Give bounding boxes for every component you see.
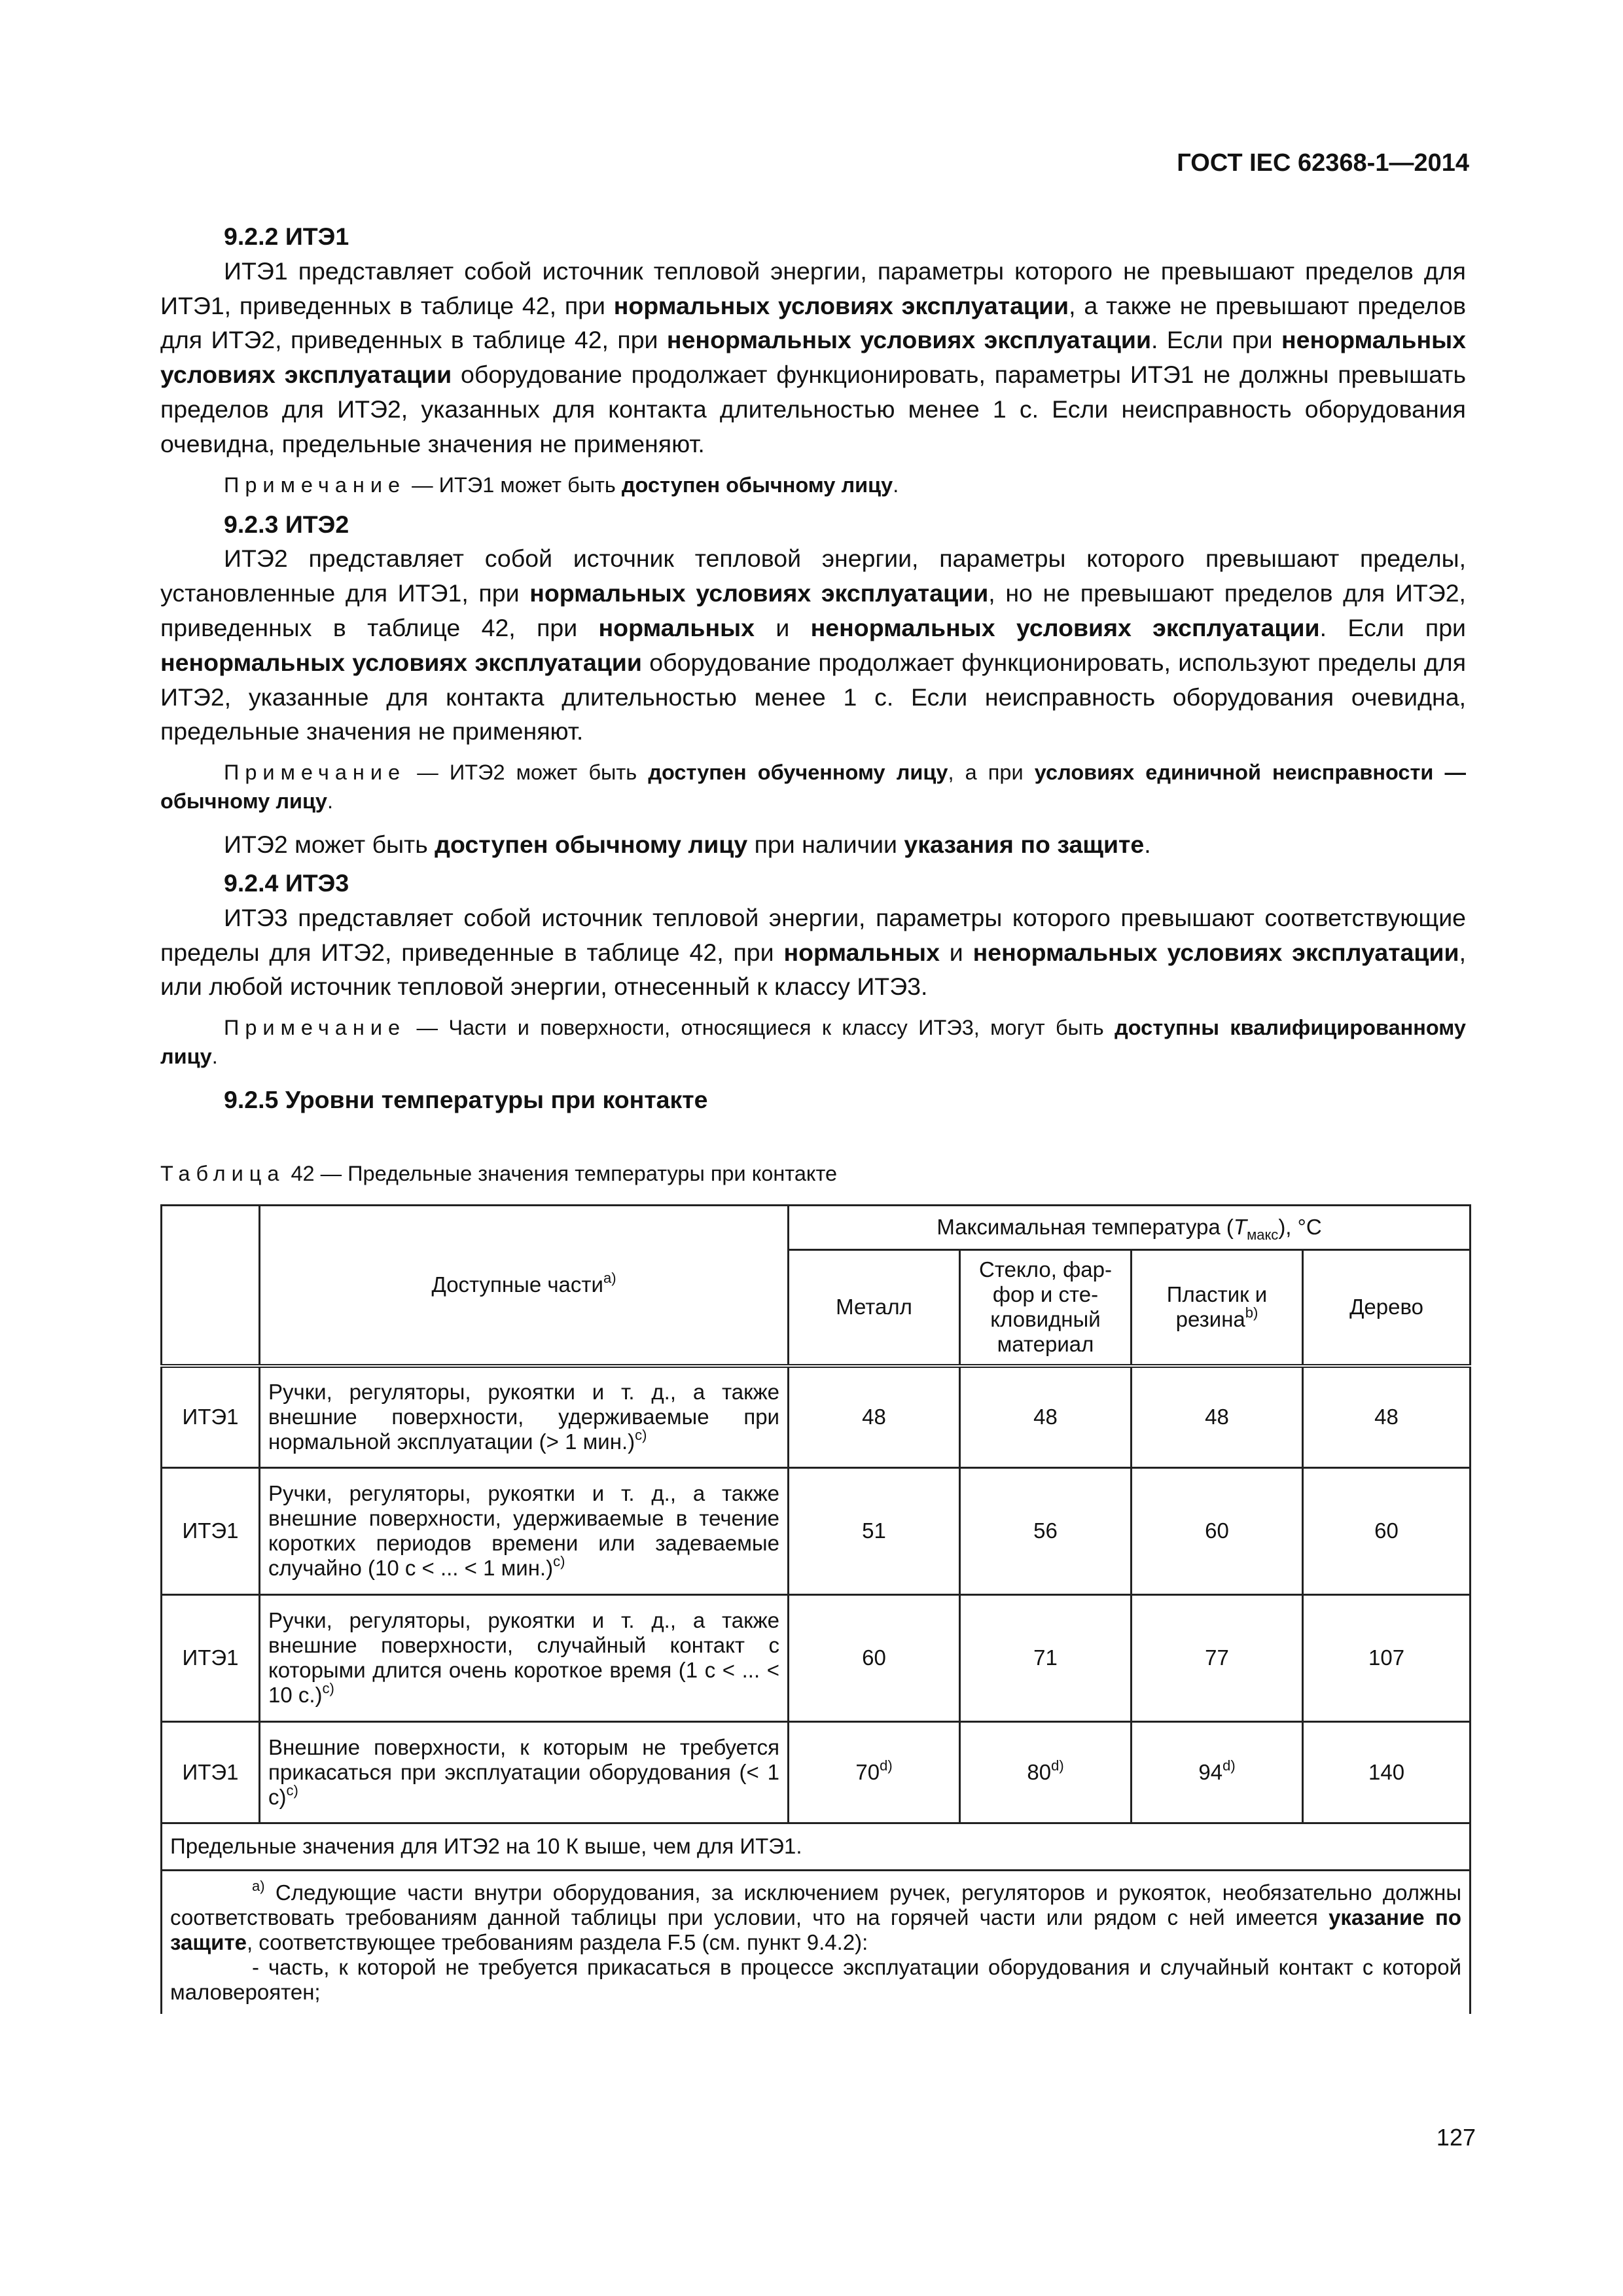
table-footnote xyxy=(162,1870,1471,2014)
footnote-a: $^{a)}$ Следующие части внутри оборудования, за исключением ручек, регуляторов и рукояток, необязательно должны соответствовать требованиям данной таблицы при условии, что на горячей части или рядом с ней имеется указание по защите, соответствующее требованиям раздела F.5 (см. пункт 9.4.2): xyxy=(170,1877,1462,1954)
cell-wood: 48 xyxy=(1303,1366,1471,1467)
row-description: Ручки, регуляторы, рукоятки и т. д., а также внешние поверхности, случайный контакт с которыми длится очень короткое время (1 с < ... < 10 с.)$^{c)}$ xyxy=(260,1594,789,1721)
paragraph: ИТЭ3 представляет собой источник тепловой энергии, параметры которого превышают соответствующие пределы для ИТЭ2, приведенные в таблице 42, при нормальных и ненормальных условиях эксплуатации, или любой источник тепловой энергии, отнесенный к классу ИТЭ3. xyxy=(160,903,1466,1001)
cell-plastic: 77 xyxy=(1132,1594,1303,1721)
cell-glass: 56 xyxy=(960,1467,1132,1594)
table-header-plastic: Пластик и резина$^{b)}$ xyxy=(1132,1249,1303,1366)
cell-plastic: 48 xyxy=(1132,1366,1303,1467)
table-header-max-temp: Максимальная температура $(T_{макс})$, °C xyxy=(789,1205,1471,1249)
section-heading-925: 9.2.5 Уровни температуры при контакте xyxy=(224,1086,708,1114)
row-class: ИТЭ1 xyxy=(162,1594,260,1721)
section-heading-922: 9.2.2 ИТЭ1 xyxy=(224,223,349,250)
cell-wood: 107 xyxy=(1303,1594,1471,1721)
table-row xyxy=(162,1594,1471,1721)
cell-glass: 80$^{d)}$ xyxy=(960,1721,1132,1823)
row-class: ИТЭ1 xyxy=(162,1467,260,1594)
document-code: ГОСТ IEC 62368-1—2014 xyxy=(1177,149,1469,177)
row-description: Ручки, регуляторы, рукоятки и т. д., а также внешние поверхности, удерживаемые при нормальной эксплуатации (> 1 мин.)$^{c)}$ xyxy=(260,1366,789,1467)
limits-text: Предельные значения для ИТЭ2 на 10 К выше, чем для ИТЭ1. xyxy=(162,1823,1471,1870)
paragraph: ИТЭ1 представляет собой источник тепловой энергии, параметры которого не превышают пределов для ИТЭ1, приведенных в таблице 42, при нормальных условиях эксплуатации, а также не превышают пределов для ИТЭ2, приведенных в таблице 42, при ненормальных условиях эксплуатации. Если при ненормальных условиях эксплуатации оборудование продолжает функционировать, параметры ИТЭ1 не должны превышать пределов для ИТЭ2, указанных для контакта длительностью менее 1 с. Если неисправность оборудования очевидна, предельные значения не применяют. xyxy=(160,257,1467,457)
table-row xyxy=(162,1467,1471,1594)
section-heading-923: 9.2.3 ИТЭ2 xyxy=(224,510,349,538)
table-header-glass: Стекло, фарфор и стекловидный материал xyxy=(960,1249,1132,1366)
section-heading-924: 9.2.4 ИТЭ3 xyxy=(224,869,349,897)
cell-plastic: 60 xyxy=(1132,1467,1303,1594)
row-description: Ручки, регуляторы, рукоятки и т. д., а также внешние поверхности, удерживаемые в течение коротких периодов времени или задеваемые случайно (10 с < ... < 1 мин.)$^{c)}$ xyxy=(260,1467,789,1594)
cell-glass: 48 xyxy=(960,1366,1132,1467)
cell-wood: 60 xyxy=(1303,1467,1471,1594)
table-header-parts: Доступные части$^{a)}$ xyxy=(260,1205,789,1366)
footnote-a-item: - часть, к которой не требуется прикасаться в процессе эксплуатации оборудования и случайный контакт с которой маловероятен; xyxy=(170,1954,1462,2004)
row-description: Внешние поверхности, к которым не требуется прикасаться при эксплуатации оборудования (< 1 с)$^{c)}$ xyxy=(260,1721,789,1823)
cell-glass: 71 xyxy=(960,1594,1132,1721)
cell-metal: 51 xyxy=(789,1467,960,1594)
row-class: ИТЭ1 xyxy=(162,1366,260,1467)
table-limits-row xyxy=(162,1823,1471,1870)
paragraph: ИТЭ2 может быть доступен обычному лицу при наличии указания по защите. xyxy=(224,831,1151,859)
cell-metal: 48 xyxy=(789,1366,960,1467)
cell-plastic: 94$^{d)}$ xyxy=(1132,1721,1303,1823)
table-footnote-row xyxy=(162,1870,1471,2014)
table-caption: Таблица 42 — Предельные значения температуры при контакте xyxy=(160,1161,838,1185)
note: Примечание — Части и поверхности, относящиеся к классу ИТЭ3, могут быть доступны квалифицированному лицу. xyxy=(160,1016,1466,1069)
paragraph: ИТЭ2 представляет собой источник тепловой энергии, параметры которого превышают пределы, установленные для ИТЭ1, при нормальных условиях эксплуатации, но не превышают пределов для ИТЭ2, приведенных в таблице 42, при нормальных и ненормальных условиях эксплуатации. Если при ненормальных условиях эксплуатации оборудование продолжает функционировать, используют пределы для ИТЭ2, указанные для контакта длительностью менее 1 с. Если неисправность оборудования очевидна, предельные значения не применяют. xyxy=(160,545,1466,745)
table-header-wood: Дерево xyxy=(1303,1249,1471,1366)
main-content xyxy=(160,219,1466,2014)
table-row xyxy=(162,1721,1471,1823)
table-header-metal: Металл xyxy=(789,1249,960,1366)
cell-metal: 60 xyxy=(789,1594,960,1721)
cell-metal: 70$^{d)}$ xyxy=(789,1721,960,1823)
row-class: ИТЭ1 xyxy=(162,1721,260,1823)
temperature-table xyxy=(160,1204,1471,2014)
table-row xyxy=(162,1366,1471,1467)
page-number: 127 xyxy=(1436,2124,1476,2151)
table-header-empty xyxy=(162,1205,260,1366)
note: Примечание — ИТЭ2 может быть доступен обученному лицу, а при условиях единичной неисправности — обычному лицу. xyxy=(160,761,1466,814)
note: Примечание — ИТЭ1 может быть доступен обычному лицу. xyxy=(224,473,899,497)
cell-wood: 140 xyxy=(1303,1721,1471,1823)
